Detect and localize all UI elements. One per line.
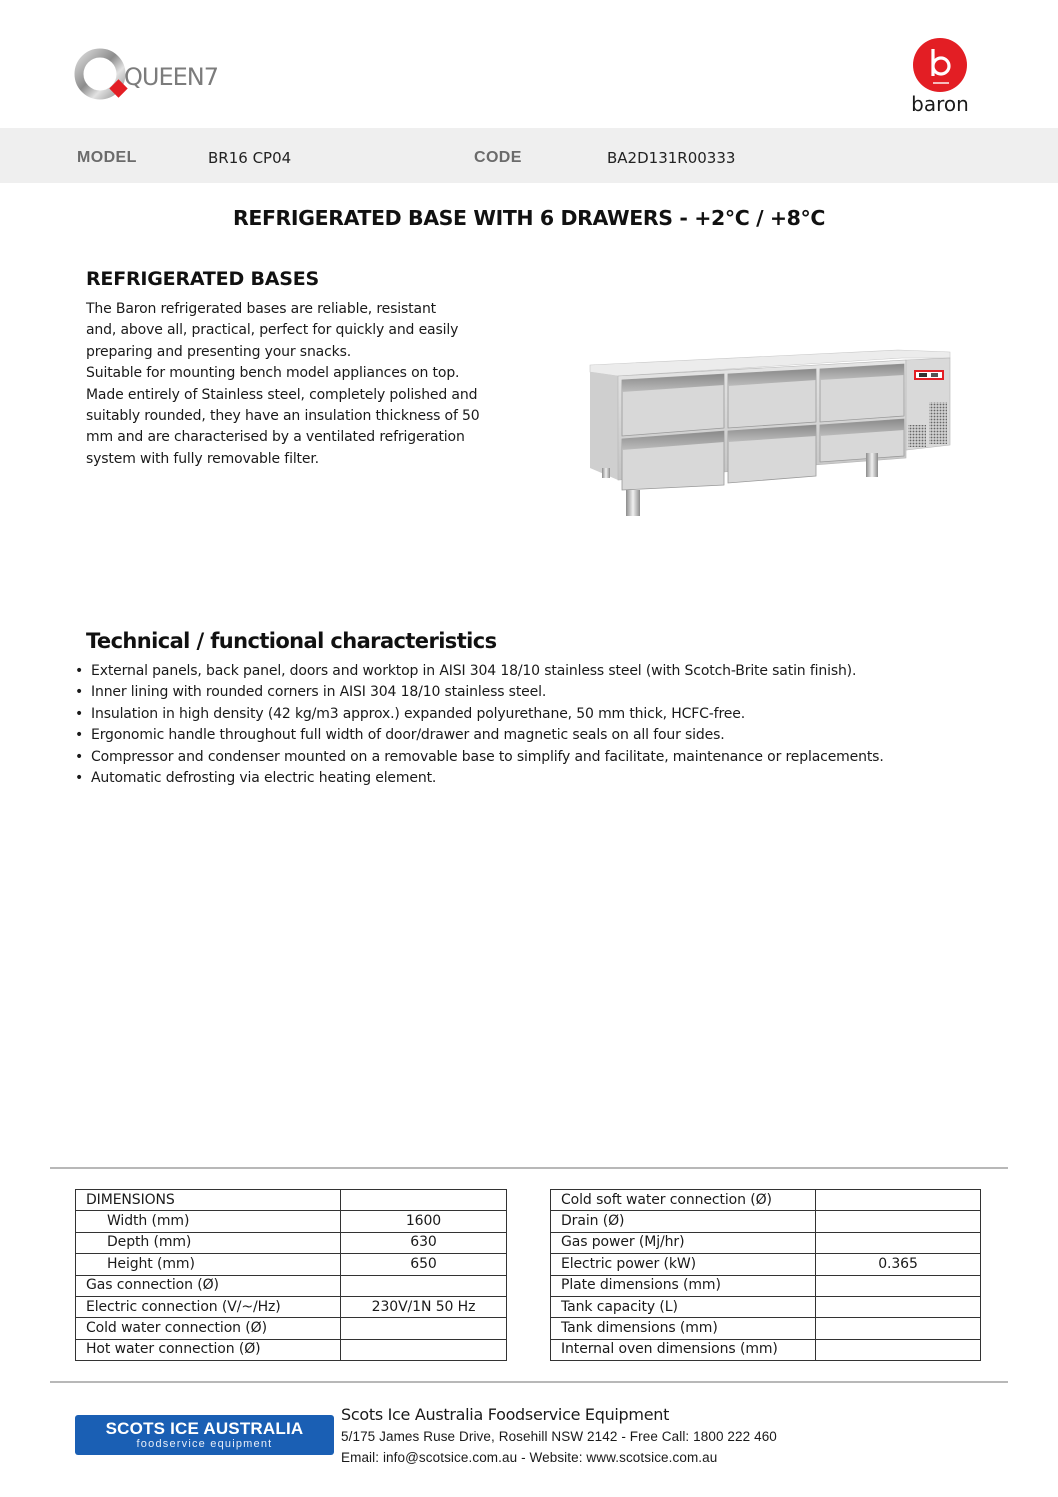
list-item: • External panels, back panel, doors and worktop in AISI 304 18/10 stainless steel (with Scotch-Brite satin finish). [74, 661, 884, 682]
intro-heading: REFRIGERATED BASES [86, 268, 319, 290]
spec-label: Drain (Ø) [551, 1211, 816, 1232]
intro-line: preparing and presenting your snacks. [86, 343, 352, 360]
list-item: • Automatic defrosting via electric heating element. [74, 768, 884, 789]
spec-value [816, 1296, 981, 1317]
spec-value [816, 1339, 981, 1360]
bullet-icon: • [75, 727, 84, 744]
spec-value: 230V/1N 50 Hz [341, 1296, 507, 1317]
table-row [76, 1339, 507, 1360]
spec-value [816, 1318, 981, 1339]
divider [50, 1167, 1008, 1169]
baron-logo [906, 38, 976, 116]
spec-label: Internal oven dimensions (mm) [551, 1339, 816, 1360]
page-title: REFRIGERATED BASE WITH 6 DRAWERS - +2°C / +8°C [232, 206, 826, 230]
spec-value [341, 1318, 507, 1339]
table-row [76, 1275, 507, 1296]
bullet-icon: • [75, 705, 84, 722]
spec-value [816, 1232, 981, 1253]
footer-company: Scots Ice Australia Foodservice Equipment [341, 1405, 670, 1424]
intro-line: suitably rounded, they have an insulation thickness of 50 [86, 408, 480, 425]
list-item: • Insulation in high density (42 kg/m3 approx.) expanded polyurethane, 50 mm thick, HCFC-free. [74, 704, 884, 725]
spec-label: Height (mm) [76, 1254, 341, 1275]
table-row [551, 1296, 981, 1317]
spec-label: Plate dimensions (mm) [551, 1275, 816, 1296]
table-row [76, 1254, 507, 1275]
spec-label: Cold water connection (Ø) [76, 1318, 341, 1339]
spec-label: Tank dimensions (mm) [551, 1318, 816, 1339]
bullet-icon: • [75, 770, 84, 787]
spec-value: 650 [341, 1254, 507, 1275]
table-row [76, 1232, 507, 1253]
bullet-icon: • [75, 663, 84, 679]
model-label: MODEL [77, 149, 137, 166]
table-row [551, 1254, 981, 1275]
table-row [551, 1190, 981, 1211]
intro-line: The Baron refrigerated bases are reliable, resistant [86, 301, 437, 317]
technical-list [74, 661, 884, 789]
list-item: • Ergonomic handle throughout full width of door/drawer and magnetic seals on all four sides. [74, 725, 884, 746]
spec-label: Hot water connection (Ø) [76, 1339, 341, 1360]
scots-ice-logo [75, 1415, 334, 1455]
spec-label: Width (mm) [76, 1211, 341, 1232]
table-row [76, 1318, 507, 1339]
queen7-logo-mark [74, 48, 224, 104]
scots-ice-logo-subtitle: foodservice equipment [136, 1438, 273, 1450]
spec-table-right [550, 1189, 981, 1361]
table-row [551, 1211, 981, 1232]
spec-value [341, 1190, 507, 1211]
intro-line: mm and are characterised by a ventilated refrigeration [86, 429, 465, 446]
spec-value [816, 1211, 981, 1232]
code-value: BA2D131R00333 [607, 149, 736, 167]
table-row [551, 1275, 981, 1296]
table-row [76, 1211, 507, 1232]
table-row [76, 1190, 507, 1211]
spec-table-left [75, 1189, 507, 1361]
spec-label: Electric power (kW) [551, 1254, 816, 1275]
intro-line: and, above all, practical, perfect for quickly and easily [86, 322, 459, 339]
intro-description [86, 299, 531, 470]
spec-value: 0.365 [816, 1254, 981, 1275]
model-bar [0, 128, 1058, 183]
spec-value [341, 1275, 507, 1296]
spec-label: Gas connection (Ø) [76, 1275, 341, 1296]
spec-value [341, 1339, 507, 1360]
spec-label: Gas power (Mj/hr) [551, 1232, 816, 1253]
footer-contact: Email: info@scotsice.com.au - Website: www.scotsice.com.au [341, 1450, 718, 1465]
queen7-logo-text: QUEEN7 [124, 63, 219, 91]
spec-value: 1600 [341, 1211, 507, 1232]
intro-line: system with fully removable filter. [86, 450, 319, 467]
list-item: • Compressor and condenser mounted on a removable base to simplify and facilitate, maintenance or replacements. [74, 747, 884, 768]
footer-address: 5/175 James Ruse Drive, Rosehill NSW 2142 - Free Call: 1800 222 460 [341, 1429, 777, 1444]
baron-logo-text: baron [911, 92, 969, 116]
spec-label: Tank capacity (L) [551, 1296, 816, 1317]
scots-ice-logo-name: SCOTS ICE AUSTRALIA [105, 1419, 304, 1438]
code-label: CODE [474, 149, 522, 166]
list-item: • Inner lining with rounded corners in AISI 304 18/10 stainless steel. [74, 682, 884, 703]
bullet-icon: • [75, 684, 84, 701]
queen7-logo [74, 48, 224, 104]
table-row [76, 1296, 507, 1317]
spec-label: DIMENSIONS [76, 1190, 341, 1211]
table-row [551, 1318, 981, 1339]
spec-value: 630 [341, 1232, 507, 1253]
technical-heading: Technical / functional characteristics [86, 629, 497, 653]
intro-line: Suitable for mounting bench model appliances on top. [86, 365, 460, 382]
spec-value [816, 1190, 981, 1211]
spec-label: Cold soft water connection (Ø) [551, 1190, 816, 1211]
spec-label: Depth (mm) [76, 1232, 341, 1253]
divider [50, 1381, 1008, 1383]
table-row [551, 1232, 981, 1253]
bullet-icon: • [75, 748, 84, 765]
model-value: BR16 CP04 [208, 149, 292, 167]
intro-line: Made entirely of Stainless steel, completely polished and [86, 386, 478, 403]
spec-label: Electric connection (V/~/Hz) [76, 1296, 341, 1317]
table-row [551, 1339, 981, 1360]
product-image [588, 340, 956, 520]
spec-value [816, 1275, 981, 1296]
baron-logo-circle [913, 38, 967, 92]
